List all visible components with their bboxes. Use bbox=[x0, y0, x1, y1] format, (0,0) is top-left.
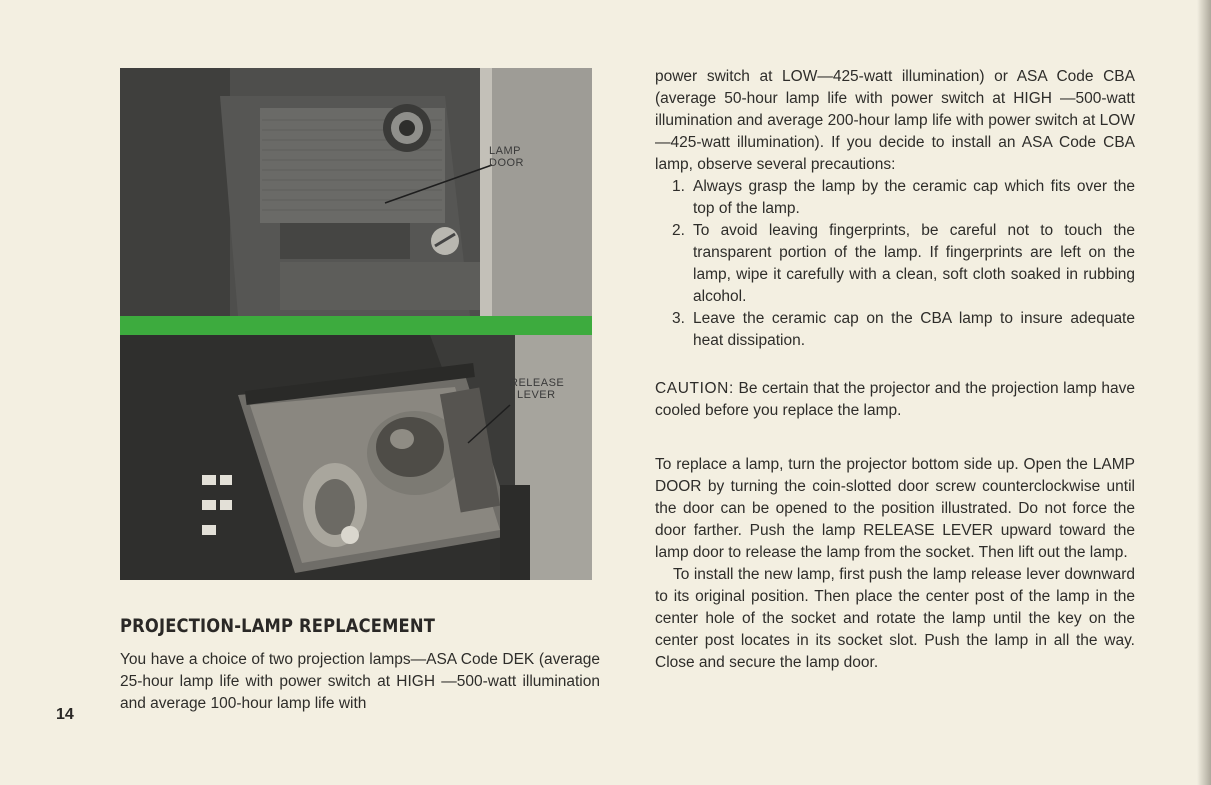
caution-note bbox=[655, 378, 1135, 422]
lamp-door-illustration bbox=[120, 68, 592, 316]
release-lever-callout-line-2: LEVER bbox=[517, 389, 556, 401]
precaution-text: Always grasp the lamp by the ceramic cap which fits over the top of the lamp. bbox=[693, 178, 1135, 217]
page-number: 14 bbox=[56, 706, 74, 723]
precautions-list bbox=[655, 176, 1135, 352]
precaution-number: 1. bbox=[672, 178, 685, 195]
lamp-choice-intro: You have a choice of two projection lamps—ASA Code DEK (average 25-hour lamp life with power switch at HIGH —500-watt illumination and average 100-hour lamp life with bbox=[120, 651, 600, 712]
lamp-door-callout-line-2: DOOR bbox=[489, 157, 524, 169]
lamp-choice-continuation: power switch at LOW—425-watt illumination) or ASA Code CBA (average 50-hour lamp life with power switch at HIGH —500-watt illumination and average 200-hour lamp life with power switch at LOW—425-watt illumination). If you decide to install an ASA Code CBA lamp, observe several precautions: bbox=[655, 68, 1135, 173]
caution-text: Be certain that the projector and the projection lamp have cooled before you replace the lamp. bbox=[655, 380, 1135, 419]
install-lamp-procedure: To install the new lamp, first push the lamp release lever downward to its original position. Then place the center post of the lamp in the center hole of the socket and rotate the lamp until the key on the center post locates in its socket slot. Push the lamp in all the way. Close and secure the lamp door. bbox=[655, 566, 1135, 671]
page-edge-shadow bbox=[1197, 0, 1211, 785]
release-lever-callout-line-1: RELEASE bbox=[510, 377, 565, 389]
precaution-text: To avoid leaving fingerprints, be careful not to touch the transparent portion of the lamp. If fingerprints are left on the lamp, wipe it carefully with a clean, soft cloth soaked in rubbing alcohol. bbox=[693, 222, 1135, 305]
replace-lamp-procedure: To replace a lamp, turn the projector bottom side up. Open the LAMP DOOR by turning the coin-slotted door screw counterclockwise until the door can be opened to the position illustrated. Do not force the door farther. Push the lamp RELEASE LEVER upward toward the lamp door to release the lamp from the socket. Then lift out the lamp. bbox=[655, 456, 1135, 561]
projector-lamp-door-photo bbox=[120, 68, 592, 316]
projector-lamp-compartment-photo bbox=[120, 335, 592, 580]
lamp-compartment-illustration bbox=[120, 335, 592, 580]
photo-divider-band bbox=[120, 316, 592, 335]
precaution-item bbox=[655, 308, 1135, 352]
right-column bbox=[655, 66, 1135, 674]
release-lever-callout bbox=[510, 377, 564, 401]
section-heading: PROJECTION-LAMP REPLACEMENT bbox=[120, 615, 436, 637]
caution-label: CAUTION: bbox=[655, 380, 734, 397]
precaution-number: 2. bbox=[672, 222, 685, 239]
lamp-door-callout bbox=[489, 145, 524, 169]
precaution-text: Leave the ceramic cap on the CBA lamp to insure adequate heat dissipation. bbox=[693, 310, 1135, 349]
precaution-number: 3. bbox=[672, 310, 685, 327]
lamp-door-callout-line-1: LAMP bbox=[489, 145, 521, 157]
precaution-item bbox=[655, 220, 1135, 308]
precaution-item bbox=[655, 176, 1135, 220]
